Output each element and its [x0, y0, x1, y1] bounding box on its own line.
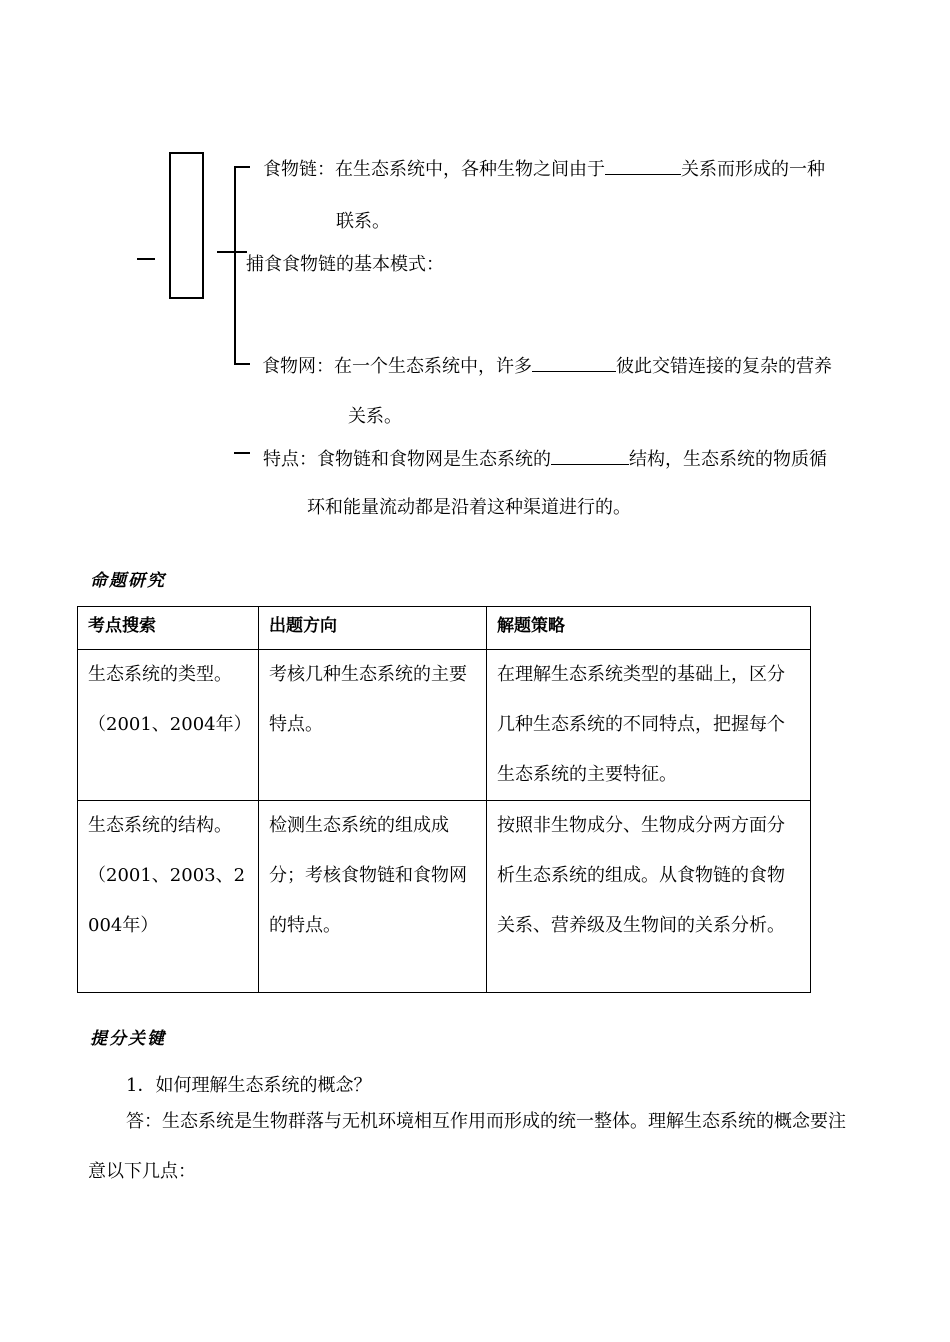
predation-mode: 捕食食物链的基本模式： — [246, 254, 444, 275]
table-cell: 生态系统的类型。（2001、2004年） — [78, 650, 259, 801]
table-cell: 按照非生物成分、生物成分两方面分析生态系统的组成。从食物链的食物关系、营养级及生物间的关系分析。 — [487, 801, 811, 993]
table-cell: 检测生态系统的组成成分；考核食物链和食物网的特点。 — [259, 801, 487, 993]
header-cell: 解题策略 — [487, 607, 811, 650]
food-web-line: 食物网：在一个生态系统中，许多 彼此交错连接的复杂的营养 — [262, 352, 832, 378]
feature-cont: 环和能量流动都是沿着这种渠道进行的。 — [307, 497, 631, 518]
blank-2 — [532, 353, 616, 372]
answer-1: 答：生态系统是生物群落与无机环境相互作用而形成的统一整体。理解生态系统的概念要注意以下几点： — [88, 1111, 846, 1182]
outer-dash — [137, 258, 155, 260]
table-cell: 生态系统的结构。（2001、2003、2004年） — [78, 801, 259, 993]
food-web-cont: 关系。 — [348, 406, 402, 427]
food-chain-line: 食物链：在生态系统中，各种生物之间由于 关系而形成的一种 — [263, 155, 825, 181]
blank-3 — [551, 446, 629, 465]
food-chain-cont: 联系。 — [336, 211, 390, 232]
table-row — [78, 650, 811, 801]
blank-1 — [605, 156, 681, 175]
table-cell: 考核几种生态系统的主要特点。 — [259, 650, 487, 801]
bracket-bottom-tick — [234, 363, 250, 365]
section-title-key-points: 提分关键 — [90, 1029, 166, 1049]
table-cell: 在理解生态系统类型的基础上，区分几种生态系统的不同特点，把握每个生态系统的主要特征。 — [487, 650, 811, 801]
bracket-vertical — [234, 166, 236, 365]
box-connector — [217, 251, 247, 253]
table-row — [78, 801, 811, 993]
empty-box — [169, 152, 204, 299]
header-cell: 考点搜索 — [78, 607, 259, 650]
feature-dash — [234, 452, 250, 454]
question-1: 1．如何理解生态系统的概念？ — [126, 1075, 372, 1096]
table-header-row — [78, 607, 811, 650]
exam-table — [77, 606, 811, 993]
bracket-top-tick — [234, 166, 250, 168]
header-cell: 出题方向 — [259, 607, 487, 650]
section-title-research: 命题研究 — [90, 571, 166, 591]
feature-line: 特点：食物链和食物网是生态系统的 结构，生态系统的物质循 — [263, 445, 827, 471]
